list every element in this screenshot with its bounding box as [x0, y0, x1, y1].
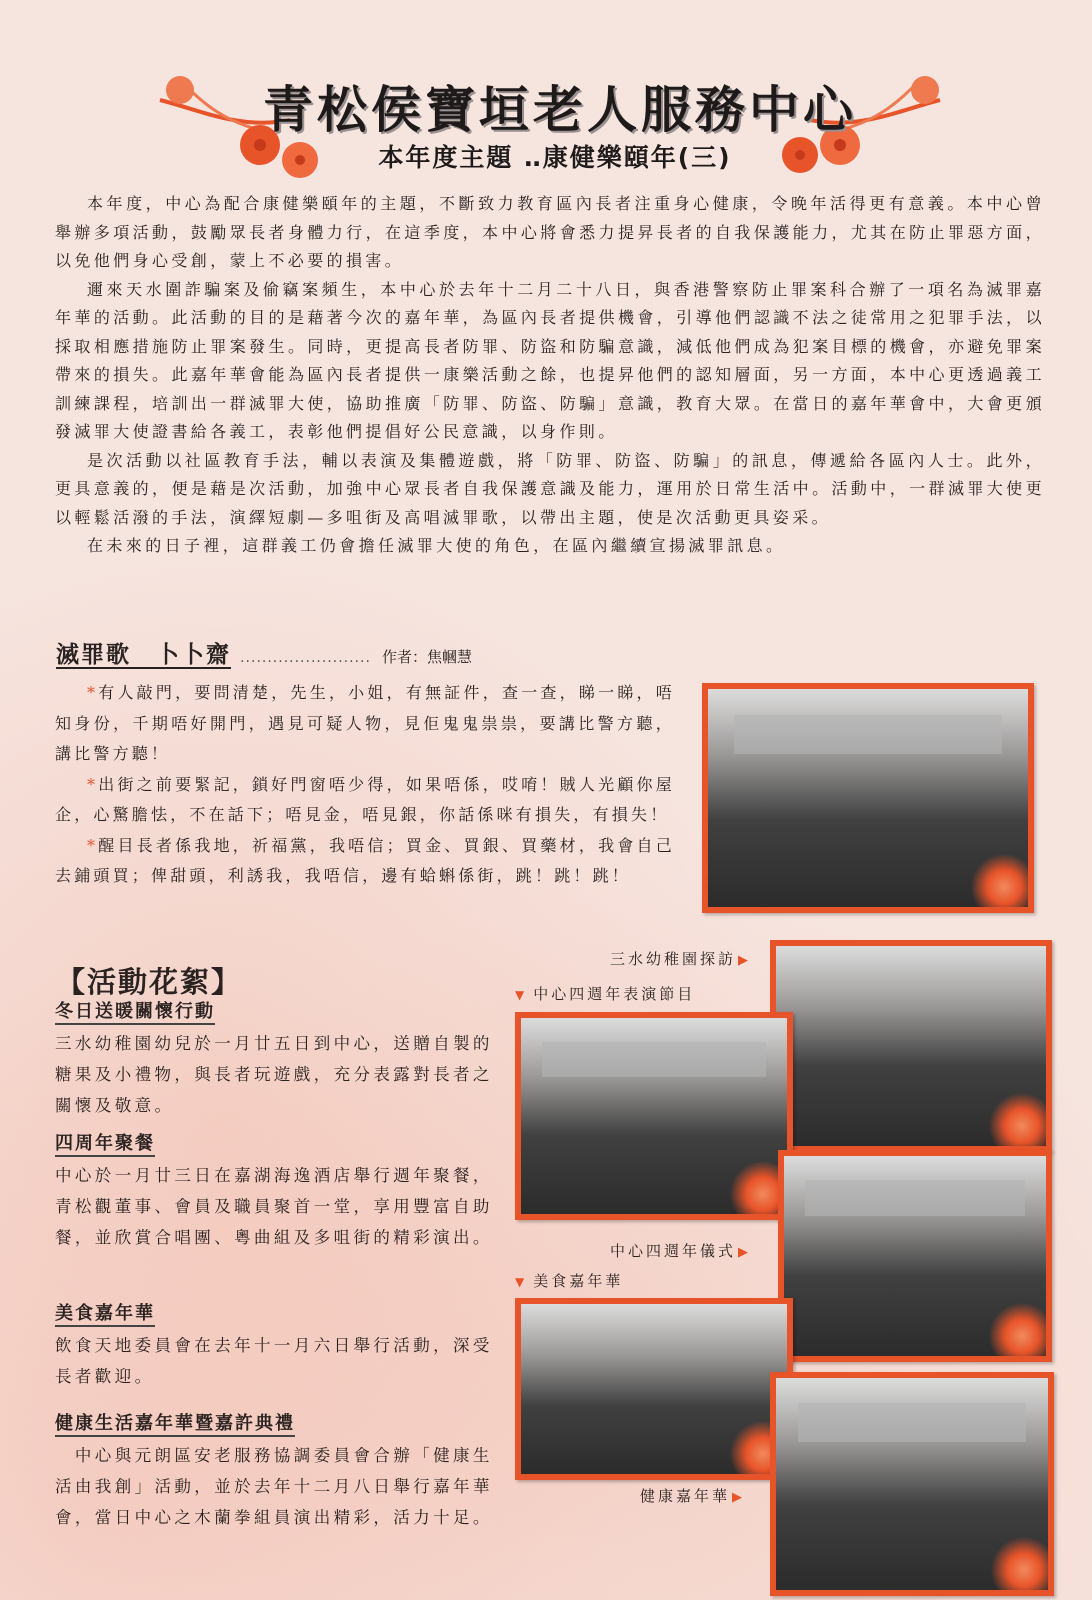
arrow-right-icon: ▶	[738, 953, 752, 968]
activity-heading: 健康生活嘉年華暨嘉許典禮	[55, 1413, 295, 1437]
activity-item	[55, 1298, 495, 1392]
caption-sanshui-visit: 三水幼稚園探訪 ▶	[610, 950, 752, 968]
photo-banner	[734, 715, 1003, 754]
flower-corner-icon	[962, 851, 1032, 911]
activity-body: 中心與元朗區安老服務協調委員會合辦「健康生活由我創」活動，並於去年十二月八日舉行嘉年華會，當日中心之木蘭拳組員演出精彩，活力十足。	[55, 1446, 493, 1527]
photo-banner	[542, 1042, 765, 1077]
caption-anniversary-show: ▼ 中心四週年表演節目	[515, 985, 696, 1003]
song-verse: *出街之前要緊記，鎖好門窗唔少得，如果唔係，哎唷！賊人光顧你屋企，心驚膽怯，不在話下；唔見金，唔見銀，你話係咪有損失，有損失！	[55, 774, 675, 824]
page-subtitle: 本年度主題 ‥康健樂頤年(三)	[378, 143, 732, 172]
arrow-down-icon: ▼	[515, 1275, 528, 1289]
flower-corner-icon	[980, 1300, 1050, 1360]
activity-item	[55, 996, 495, 1121]
intro-paragraph: 是次活動以社區教育手法，輔以表演及集體遊戲，將「防罪、防盜、防騙」的訊息，傳遞給各區內人士。此外，更具意義的，便是藉是次活動，加強中心眾長者自我保護意識及能力，運用於日常生活中。活動中，一群滅罪大使更以輕鬆活潑的手法，演繹短劇—多咀街及高唱滅罪歌，以帶出主題，使是次活動更具姿采。	[55, 450, 1045, 527]
song-lyrics	[55, 678, 675, 892]
activity-heading: 美食嘉年華	[55, 1303, 155, 1327]
photo-anniversary-show	[515, 1012, 793, 1220]
activities-title: 【活動花絮】	[56, 965, 243, 999]
activity-item	[55, 1408, 495, 1533]
activity-body: 飲食天地委員會在去年十一月六日舉行活動，深受長者歡迎。	[55, 1336, 493, 1386]
arrow-right-icon: ▶	[732, 1490, 746, 1505]
intro-paragraph: 本年度，中心為配合康健樂頤年的主題，不斷致力教育區內長者注重身心健康，令晚年活得更有意義。本中心曾舉辦多項活動，鼓勵眾長者身體力行，在這季度，本中心將會悉力提昇長者的自我保護能力，尤其在防止罪惡方面，以免他們身心受創，蒙上不必要的損害。	[55, 194, 1045, 270]
photo-sanshui-visit	[770, 940, 1052, 1152]
photo-health-carnival	[770, 1372, 1054, 1596]
page-title: 青松侯寶垣老人服務中心	[263, 81, 857, 139]
caption-anniversary-ceremony: 中心四週年儀式 ▶	[610, 1242, 752, 1260]
photo-crime-carnival	[702, 683, 1034, 913]
song-heading	[56, 636, 656, 669]
asterisk-icon: *	[87, 835, 99, 855]
intro-article	[55, 190, 1045, 561]
arrow-down-icon: ▼	[515, 988, 528, 1002]
intro-paragraph: 邇來天水圍詐騙案及偷竊案頻生，本中心於去年十二月二十八日，與香港警察防止罪案科合辦了一項名為滅罪嘉年華的活動。此活動的目的是藉著今次的嘉年華，為區內長者提供機會，引導他們認識不法之徒常用之犯罪手法，以採取相應措施防止罪案發生。同時，更提高長者防罪、防盜和防騙意識，減低他們成為犯案目標的機會，亦避免罪案帶來的損失。此嘉年華會能為區內長者提供一康樂活動之餘，也提昇他們的認知層面，另一方面，本中心更透過義工訓練課程，培訓出一群滅罪大使，協助推廣「防罪、防盜、防騙」意識，教育大眾。在當日的嘉年華會中，大會更頒發滅罪大使證書給各義工，表彰他們提倡好公民意識，以身作則。	[55, 279, 1045, 441]
flower-corner-icon	[980, 1090, 1050, 1150]
song-author: 作者：焦幗慧	[382, 648, 473, 666]
activity-body: 三水幼稚園幼兒於一月廿五日到中心，送贈自製的糖果及小禮物，與長者玩遊戲，充分表露對長者之關懷及敬意。	[55, 1034, 493, 1115]
song-verse: *有人敲門，要問清楚，先生，小姐，有無証件，查一查，睇一睇，唔知身份，千期唔好開門，遇見可疑人物，見佢鬼鬼祟祟，要講比警方聽，講比警方聽！	[55, 683, 675, 763]
asterisk-icon: *	[87, 683, 99, 702]
photo-banner	[805, 1180, 1025, 1216]
intro-paragraph: 在未來的日子裡，這群義工仍會擔任滅罪大使的角色，在區內繼續宣揚滅罪訊息。	[87, 536, 786, 555]
photo-food-carnival	[515, 1298, 793, 1480]
song-title: 滅罪歌 卜卜齋	[56, 642, 231, 668]
activity-item	[55, 1128, 495, 1253]
activity-heading: 冬日送暖關懷行動	[55, 1001, 215, 1025]
activity-body: 中心於一月廿三日在嘉湖海逸酒店舉行週年聚餐，青松觀董事、會員及職員聚首一堂，享用豐富自助餐，並欣賞合唱團、粵曲組及多咀街的精彩演出。	[55, 1166, 493, 1247]
caption-health-carnival: 健康嘉年華 ▶	[640, 1487, 746, 1505]
activity-heading: 四周年聚餐	[55, 1133, 155, 1157]
photo-anniversary-ceremony	[778, 1150, 1052, 1362]
flower-corner-icon	[982, 1534, 1052, 1594]
photo-banner	[798, 1403, 1026, 1441]
caption-food-carnival: ▼ 美食嘉年華	[515, 1272, 624, 1290]
dotted-leader: ........................	[240, 650, 371, 666]
asterisk-icon: *	[87, 774, 99, 794]
arrow-right-icon: ▶	[738, 1245, 752, 1260]
song-verse: *醒目長者係我地，祈福黨，我唔信；買金、買銀、買藥材，我會自己去鋪頭買；俾甜頭，利誘我，我唔信，邊有蛤蝌係街，跳！跳！跳！	[55, 835, 675, 885]
